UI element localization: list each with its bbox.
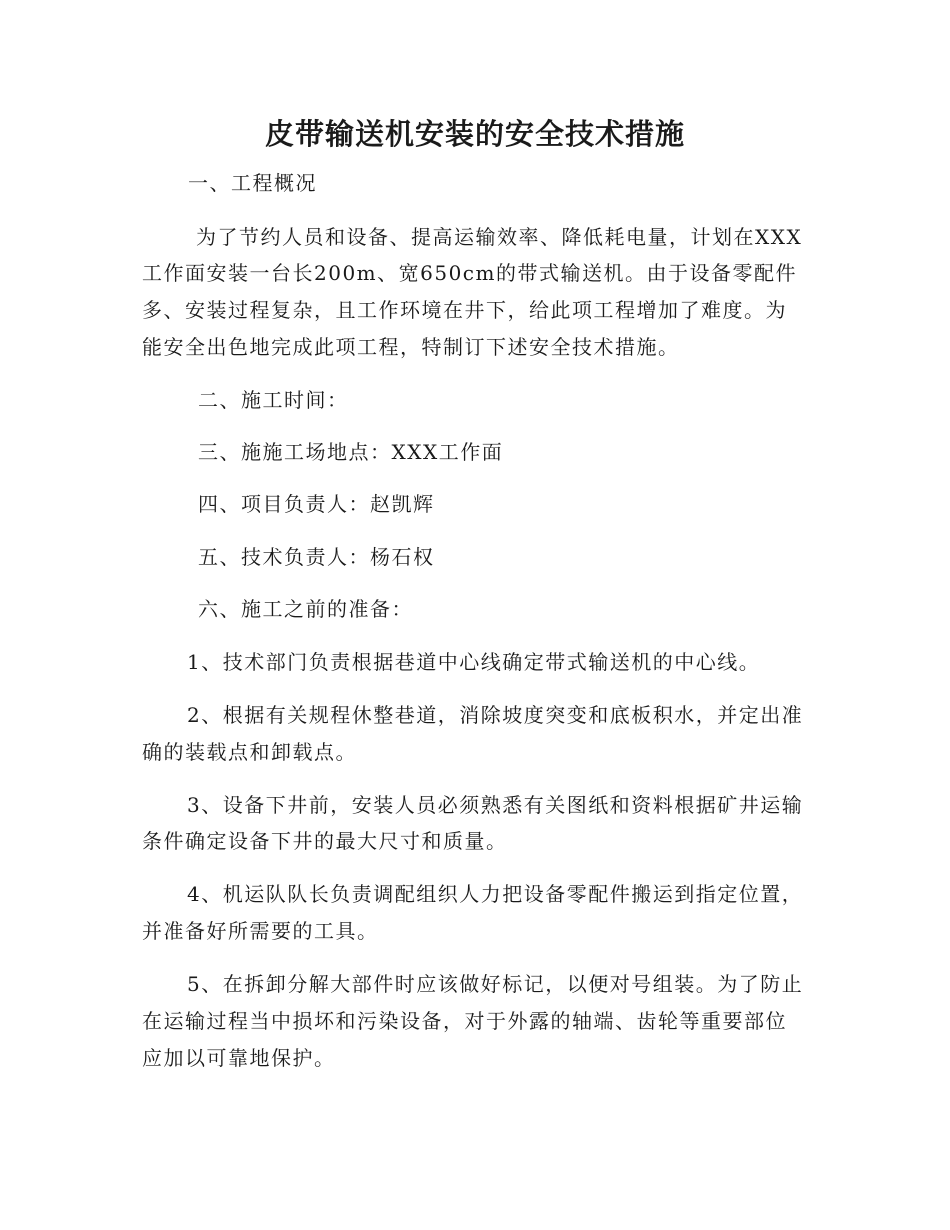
list-item: 1、技术部门负责根据巷道中心线确定带式输送机的中心线。 bbox=[187, 650, 761, 674]
list-item-continuation: 并准备好所需要的工具。 bbox=[142, 919, 379, 943]
paragraph-line: 多、安装过程复杂，且工作环境在井下，给此项工程增加了难度。为 bbox=[142, 298, 787, 322]
section-heading-tech-lead: 五、技术负责人：杨石权 bbox=[198, 545, 435, 569]
paragraph-line: 工作面安装一台长200m、宽650cm的带式输送机。由于设备零配件 bbox=[142, 261, 797, 285]
list-item-continuation: 在运输过程当中损坏和污染设备，对于外露的轴端、齿轮等重要部位 bbox=[142, 1009, 787, 1033]
section-heading-time: 二、施工时间： bbox=[198, 388, 349, 412]
section-heading-project-lead: 四、项目负责人：赵凯辉 bbox=[198, 492, 435, 516]
list-item-continuation: 条件确定设备下井的最大尺寸和质量。 bbox=[142, 829, 508, 853]
list-item: 4、机运队队长负责调配组织人力把设备零配件搬运到指定位置， bbox=[187, 882, 804, 906]
section-heading-overview: 一、工程概况 bbox=[188, 171, 317, 195]
list-item: 2、根据有关规程休整巷道，消除坡度突变和底板积水，并定出准 bbox=[187, 703, 804, 727]
section-heading-preparation: 六、施工之前的准备： bbox=[198, 597, 413, 621]
paragraph-line: 能安全出色地完成此项工程，特制订下述安全技术措施。 bbox=[142, 335, 680, 359]
paragraph-line: 为了节约人员和设备、提高运输效率、降低耗电量，计划在XXX bbox=[196, 225, 803, 249]
document-title: 皮带输送机安装的安全技术措施 bbox=[264, 117, 685, 151]
list-item: 5、在拆卸分解大部件时应该做好标记，以便对号组装。为了防止 bbox=[187, 972, 804, 996]
section-heading-location: 三、施施工场地点：XXX工作面 bbox=[198, 440, 504, 464]
list-item: 3、设备下井前，安装人员必须熟悉有关图纸和资料根据矿井运输 bbox=[187, 793, 804, 817]
list-item-continuation: 确的装载点和卸载点。 bbox=[142, 740, 357, 764]
list-item-continuation: 应加以可靠地保护。 bbox=[142, 1046, 336, 1070]
